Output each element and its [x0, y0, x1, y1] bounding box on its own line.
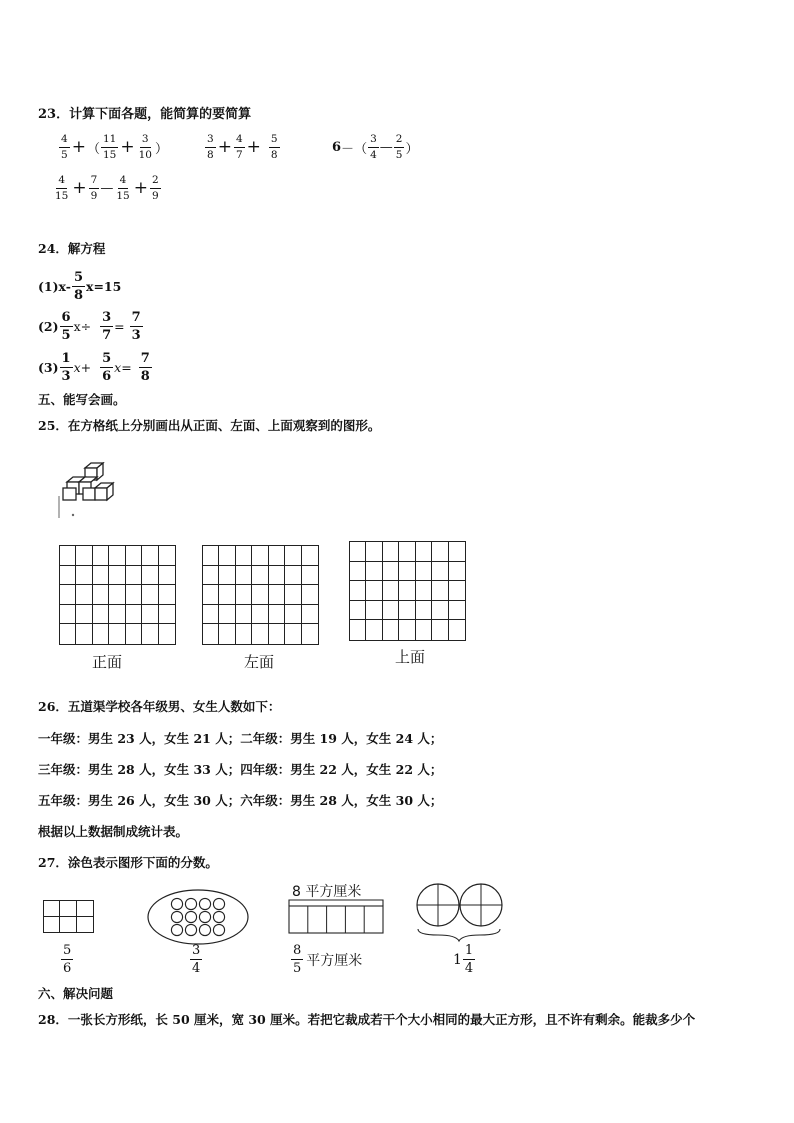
section-6-heading: 六、解决问题 [38, 986, 114, 1001]
q23-title: 23．计算下面各题，能简算的要简算 [38, 107, 252, 122]
q23-expression-3: 6 － （ $\frac{3}{4}$ — $\frac{2}{5}$ ） [332, 133, 419, 161]
q23-expression-1: $\frac{4}{5}$ + （ $\frac{11}{15}$ + $\frac{3}{10}$ ） [61, 133, 168, 161]
fraction: $\frac{11}{15}$ [102, 133, 117, 161]
q26-line-3: 五年级：男生 26 人，女生 30 人；六年级：男生 28 人，女生 30 人； [38, 793, 443, 808]
fraction: $\frac{7}{9}$ [90, 174, 98, 202]
fraction: $\frac{7}{8}$ [140, 351, 150, 384]
q24-equation-1: (1)x- $\frac{5}{8}$ x=15 [38, 270, 122, 303]
q23-expression-2: $\frac{3}{8}$ + $\frac{4}{7}$ + $\frac{5}{8}$ [207, 133, 278, 161]
figure-3-fraction: $\frac{8}{5}$ 平方厘米 [293, 943, 363, 976]
fraction: $\frac{2}{5}$ [395, 133, 403, 161]
fraction: $\frac{3}{10}$ [138, 133, 152, 161]
left-view-grid[interactable] [202, 545, 319, 645]
rectangle-six-parts[interactable] [43, 900, 94, 933]
q23-expression-4: $\frac{4}{15}$ + $\frac{7}{9}$ — $\frac{4}{15}$ + $\frac{2}{9}$ [55, 174, 159, 202]
fraction: $\frac{5}{6}$ [102, 351, 112, 384]
fraction: $\frac{7}{3}$ [131, 310, 141, 343]
q27-title: 27．涂色表示图形下面的分数。 [38, 855, 218, 870]
fraction: $\frac{5}{8}$ [270, 133, 278, 161]
cube-stack-illustration [55, 462, 127, 520]
ellipse-twelve-circles[interactable] [146, 888, 250, 946]
fraction: $\frac{4}{15}$ [55, 174, 69, 202]
front-view-label: 正面 [92, 653, 123, 671]
top-view-grid[interactable] [349, 541, 466, 641]
fraction: $\frac{3}{4}$ [370, 133, 377, 161]
figure-2-fraction: $\frac{3}{4}$ [192, 943, 201, 976]
fraction: $\frac{4}{7}$ [235, 133, 243, 161]
left-view-label: 左面 [244, 653, 275, 671]
q25-title: 25．在方格纸上分别画出从正面、左面、上面观察到的图形。 [38, 418, 381, 433]
fraction: $\frac{4}{15}$ [116, 174, 130, 202]
figure-3-top-label: 8 平方厘米 [292, 884, 362, 900]
fraction: $\frac{3}{7}$ [102, 310, 112, 343]
fraction: $\frac{5}{8}$ [73, 270, 83, 303]
q28-text: 28．一张长方形纸，长 50 厘米，宽 30 厘米。若把它裁成若干个大小相同的最大正方形，且不许有剩余。能裁多少个 [38, 1012, 696, 1027]
front-view-grid[interactable] [59, 545, 176, 645]
q24-equation-3: (3) $\frac{1}{3}$ x + $\frac{5}{6}$ x = $\frac{7}{8}$ [38, 351, 150, 384]
fraction: $\frac{1}{3}$ [61, 351, 71, 384]
q26-line-2: 三年级：男生 28 人，女生 33 人；四年级：男生 22 人，女生 22 人； [38, 762, 443, 777]
section-5-heading: 五、能写会画。 [38, 392, 126, 407]
q26-line-4: 根据以上数据制成统计表。 [38, 824, 189, 839]
fraction: $\frac{2}{9}$ [151, 174, 159, 202]
q24-equation-2: (2) $\frac{6}{5}$ x÷ $\frac{3}{7}$ = $\frac{7}{3}$ [38, 310, 141, 343]
fraction: $\frac{6}{5}$ [61, 310, 71, 343]
q26-title: 26．五道渠学校各年级男、女生人数如下： [38, 699, 281, 714]
q24-title: 24．解方程 [38, 241, 106, 256]
fraction: $\frac{3}{8}$ [207, 133, 214, 161]
bar-five-parts[interactable] [288, 898, 384, 938]
figure-4-mixed-number: 1 $\frac{1}{4}$ [453, 943, 474, 976]
figure-1-fraction: $\frac{5}{6}$ [63, 943, 72, 976]
q26-line-1: 一年级：男生 23 人，女生 21 人；二年级：男生 19 人，女生 24 人； [38, 731, 443, 746]
fraction: $\frac{4}{5}$ [61, 133, 68, 161]
top-view-label: 上面 [395, 648, 426, 666]
two-quartered-circles[interactable] [414, 881, 506, 945]
